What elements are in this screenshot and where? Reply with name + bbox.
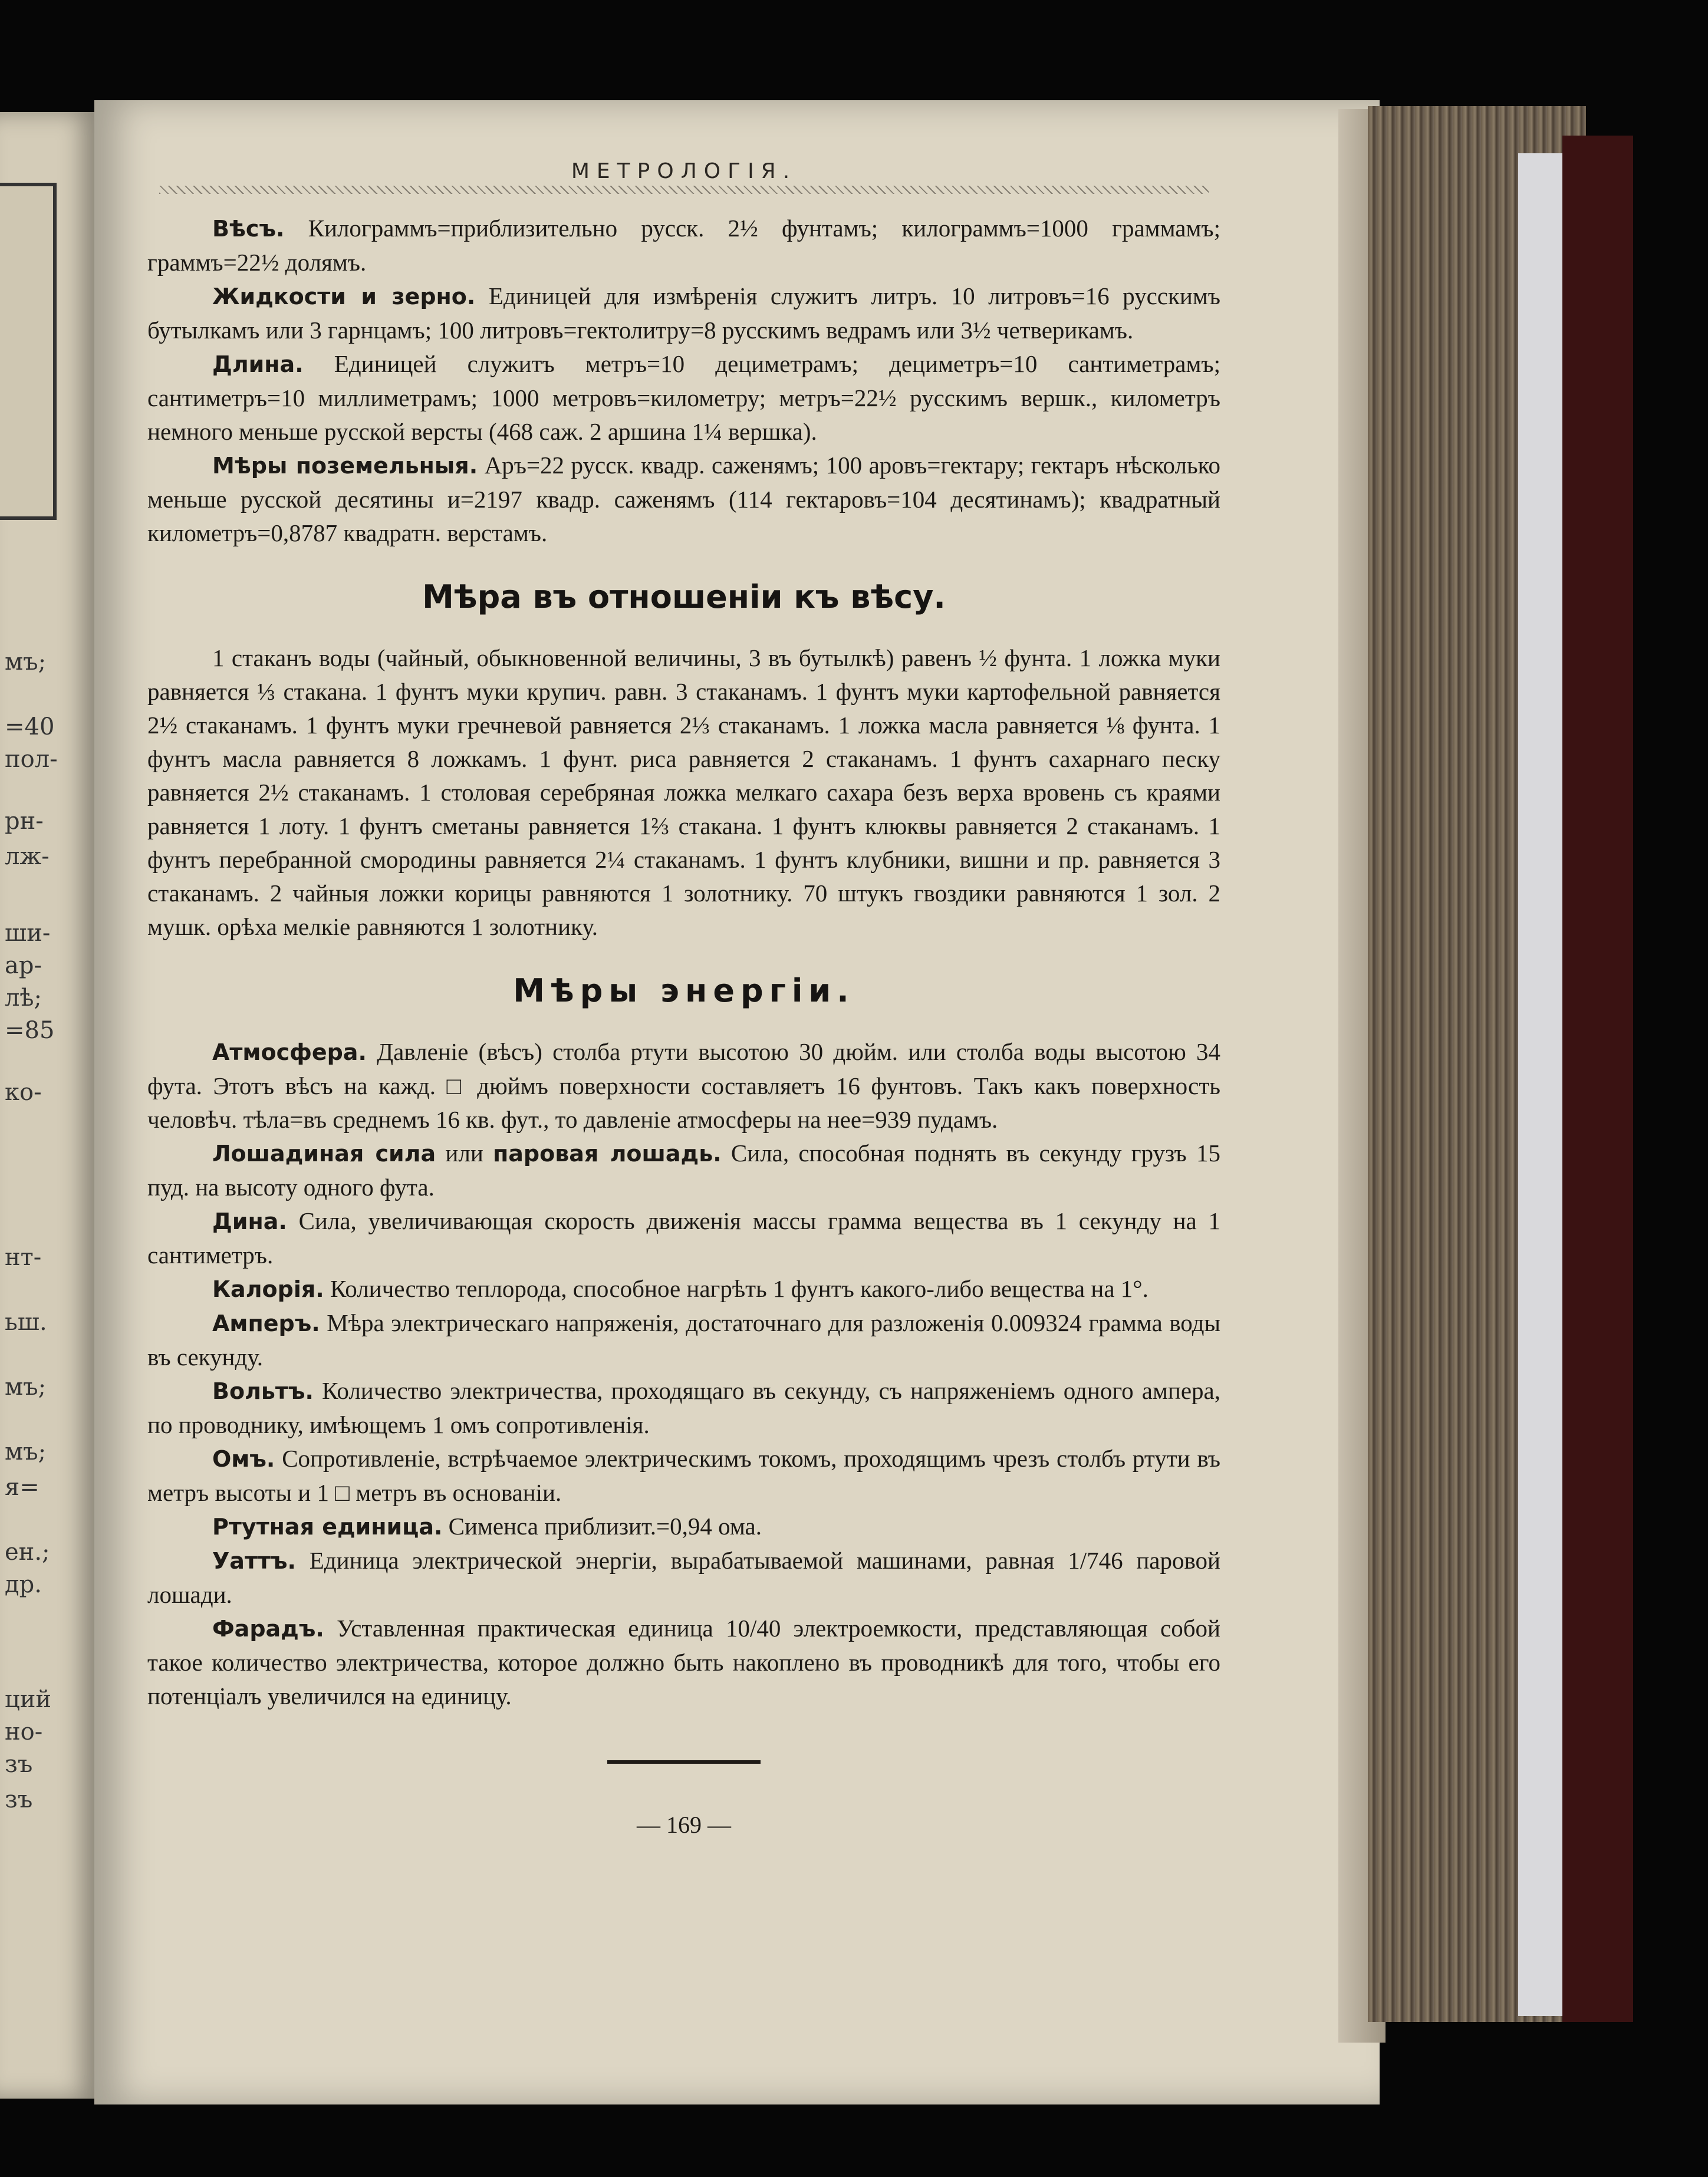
definition: Сименса приблизит.=0,94 ома. [442,1513,762,1540]
term: Калорія. [212,1276,324,1302]
left-page-fragment: зъ [5,1786,33,1813]
left-page-fragment: ко- [5,1079,42,1106]
term: Дина. [212,1208,287,1234]
term: Амперъ. [212,1310,320,1336]
paragraph-loshadinaya-sila [147,1137,1220,1204]
left-page-fragment: мъ; [5,648,47,676]
term: Фарадъ. [212,1616,324,1642]
left-page-fragment: ций [5,1686,52,1713]
definition: Единица электрической энергіи, вырабатываемой машинами, равная 1/746 паровой лошади. [147,1547,1220,1608]
section-heading-weight: Мѣра въ отношеніи къ вѣсу. [422,578,946,615]
connector: или [436,1139,493,1167]
left-page-fragment: ар- [5,952,42,979]
term: Омъ. [212,1446,275,1472]
term: Мѣры поземельныя. [212,453,478,479]
left-page-fragment: лѣ; [5,984,42,1012]
definition: Количество электричества, проходящаго въ секунду, съ напряженіемъ одного ампера, по проводнику, имѣющемъ 1 омъ сопротивленія. [147,1377,1220,1438]
paragraph-ves [147,212,1220,279]
left-page-fragment: пол- [5,746,58,773]
section-heading-energy: Мѣры энергіи. [513,972,855,1009]
paragraph-farad [147,1612,1220,1713]
left-page-fragment: =85 [5,1017,55,1044]
paragraph-vatt [147,1544,1220,1612]
ornament-frame [0,183,57,520]
left-facing-page [0,112,105,2099]
left-page-fragment: я= [5,1474,40,1501]
term: Лошадиная сила [212,1141,436,1167]
left-page-fragment: лж- [5,843,50,870]
term: Длина. [212,351,304,377]
definition: Аръ=22 русск. квадр. саженямъ; 100 аровъ=гектару; гектаръ нѣсколько меньше русской десятины и=2197 квадр. саженямъ (114 гектаровъ=104 десятинамъ); квадратный километръ=0,8787 квадратн. верстамъ. [147,452,1220,546]
definition: Количество теплорода, способное нагрѣть 1 фунтъ какого-либо вещества на 1°. [324,1275,1148,1302]
definition: Давленіе (вѣсъ) столба ртути высотою 30 дюйм. или столба воды высотою 34 фута. Этотъ вѣсъ на кажд. □ дюймъ поверхности составляетъ 16 фунтовъ. Такъ какъ поверхность человѣч. тѣла=въ среднемъ 16 кв. фут., то давленіе атмосферы на нее=939 пудамъ. [147,1038,1220,1133]
definition: Сила, способная поднять въ секунду грузъ 15 пуд. на высоту одного фута. [147,1139,1221,1201]
left-page-fragment: но- [5,1718,43,1745]
term-2: паровая лошадь. [493,1141,722,1167]
left-page-fragment: ши- [5,920,51,947]
paragraph-amper [147,1306,1220,1374]
paragraph-dlina [147,347,1220,449]
paragraph-zhidkosti [147,279,1220,347]
definition: Сопротивленіе, встрѣчаемое электрическимъ токомъ, проходящимъ чрезъ столбъ ртути въ метръ высоты и 1 □ метръ въ основаніи. [147,1445,1220,1506]
left-page-fragment: зъ [5,1751,33,1778]
header-ornament-line [159,186,1209,194]
left-page-fragment: ьш. [5,1309,47,1336]
term: Жидкости и зерно. [212,284,476,309]
paragraph-atmosfera [147,1035,1220,1137]
definition: Уставленная практическая единица 10/40 электроемкости, представляющая собой такое количество электричества, которое должно быть накоплено въ проводникѣ для того, чтобы его потенціалъ увеличился на единицу. [147,1615,1220,1710]
page-number: — 169 — [637,1812,731,1838]
paragraph-rtutnaya-edinitsa [147,1510,1220,1544]
left-page-fragment: мъ; [5,1374,47,1401]
term: Вольтъ. [212,1378,314,1404]
term: Уаттъ. [212,1548,296,1574]
definition: Сила, увеличивающая скорость движенія массы грамма вещества въ 1 секунду на 1 сантиметръ. [147,1207,1220,1269]
definition: Мѣра электрическаго напряженія, достаточнаго для разложенія 0.009324 грамма воды въ секунду. [147,1309,1220,1371]
paragraph-om [147,1442,1220,1510]
paragraph-dina [147,1204,1220,1272]
term: Атмосфера. [212,1039,367,1065]
page-content [147,159,1220,1839]
left-page-fragment: др. [5,1571,42,1598]
term: Вѣсъ. [212,216,285,242]
term: Ртутная единица. [212,1514,443,1540]
paragraph-weight-measures: 1 стаканъ воды (чайный, обыкновенной величины, 3 въ бутылкѣ) равенъ ½ фунта. 1 ложка муки равняется ⅓ стакана. 1 фунтъ муки крупич. равн. 3 стаканамъ. 1 фунтъ муки картофельной равняется 2½ стаканамъ. 1 фунтъ муки гречневой равняется 2⅓ стаканамъ. 1 ложка масла равняется ⅛ фунта. 1 фунтъ масла равняется 8 ложкамъ. 1 фунт. риса равняется 2 стаканамъ. 1 фунтъ сахарнаго песку равняется 2½ стаканамъ. 1 столовая серебряная ложка мелкаго сахара безъ верха вровень съ краями равняется 1 лоту. 1 фунтъ сметаны равняется 1⅔ стакана. 1 фунтъ клюквы равняется 2 стаканамъ. 1 фунтъ перебранной смородины равняется 2¼ стаканамъ. 1 фунтъ клубники, вишни и пр. равняется 3 стаканамъ. 2 чайныя ложки корицы равняются 1 золотнику. 70 штукъ гвоздики равняются 1 зол. 2 мушк. орѣха мелкіе равняются 1 золотнику. [147,644,1220,940]
definition: Килограммъ=приблизительно русск. 2½ фунтамъ; килограммъ=1000 граммамъ; граммъ=22½ долямъ. [147,215,1220,276]
definition: Единицей служитъ метръ=10 дециметрамъ; дециметръ=10 сантиметрамъ; сантиметръ=10 миллиметрамъ; 1000 метровъ=километру; метръ=22½ русскимъ вершк., километръ немного меньше русской версты (468 саж. 2 аршина 1¼ вершка). [147,350,1220,445]
running-header: МЕТРОЛОГІЯ. [571,159,797,183]
paragraph-volt [147,1374,1220,1442]
left-page-fragment: =40 [5,713,55,740]
left-page-fragment: рн- [5,808,44,835]
left-page-fragment: нт- [5,1244,42,1271]
book-cover [1562,136,1633,2022]
left-page-fragment: мъ; [5,1438,47,1465]
paragraph-kaloriya [147,1272,1220,1306]
closing-rule [607,1760,761,1764]
left-page-fragment: ен.; [5,1539,50,1566]
paragraph-mery-pozemelnyya [147,449,1220,550]
definition: Единицей для измѣренія служитъ литръ. 10 литровъ=16 русскимъ бутылкамъ или 3 гарнцамъ; 100 литровъ=гектолитру=8 русскимъ ведрамъ или 3½ четверикамъ. [147,282,1220,344]
